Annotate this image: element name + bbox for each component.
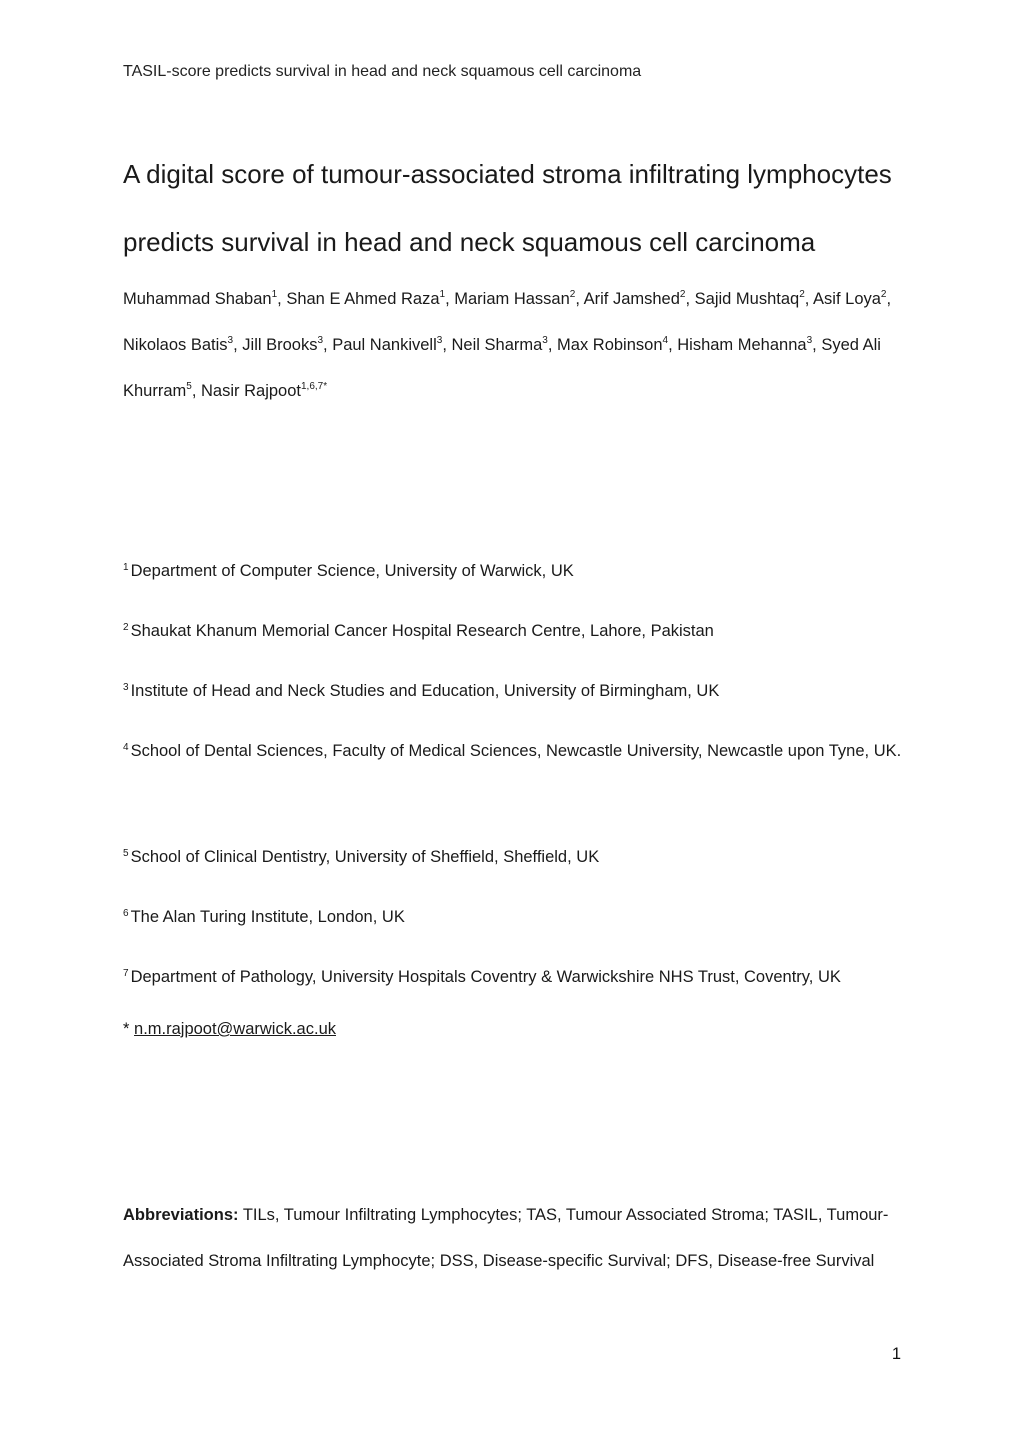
affiliation-number: 7 xyxy=(123,967,129,979)
affiliation-item xyxy=(123,728,913,774)
affiliation-text: School of Dental Sciences, Faculty of Medical Sciences, Newcastle University, Newcastle upon Tyne, UK. xyxy=(130,742,902,760)
affiliation-number: 3 xyxy=(123,681,129,693)
author-name: Hisham Mehanna xyxy=(677,336,807,354)
author-separator: , xyxy=(804,290,814,308)
affiliation-number: 1 xyxy=(123,561,129,573)
author-affiliation-marker: 2 xyxy=(880,288,887,300)
affiliation-text: Department of Computer Science, University of Warwick, UK xyxy=(130,562,574,580)
abbreviations-label: Abbreviations: xyxy=(123,1206,239,1224)
author-separator: , xyxy=(445,290,455,308)
corresponding-marker: * xyxy=(123,1020,130,1038)
affiliation-text: Department of Pathology, University Hospitals Coventry & Warwickshire NHS Trust, Coventry, UK xyxy=(130,968,841,986)
author-affiliation-marker: 1 xyxy=(439,288,446,300)
affiliation-item xyxy=(123,608,913,654)
author-name: Paul Nankivell xyxy=(332,336,437,354)
author-name: Asif Loya xyxy=(813,290,881,308)
author-list xyxy=(123,276,913,414)
author-affiliation-marker: 3 xyxy=(317,334,324,346)
author-separator: , xyxy=(191,382,202,400)
author-separator: , xyxy=(886,290,892,308)
corresponding-email-link[interactable]: n.m.rajpoot@warwick.ac.uk xyxy=(134,1020,336,1038)
author-separator: , xyxy=(277,290,287,308)
affiliation-text: Shaukat Khanum Memorial Cancer Hospital Research Centre, Lahore, Pakistan xyxy=(130,622,714,640)
author-affiliation-marker: 3 xyxy=(806,334,813,346)
affiliation-number: 6 xyxy=(123,907,129,919)
author-separator: , xyxy=(233,336,243,354)
author-separator: , xyxy=(547,336,558,354)
affiliation-text: Institute of Head and Neck Studies and Education, University of Birmingham, UK xyxy=(130,682,720,700)
author-name: Jill Brooks xyxy=(242,336,318,354)
affiliation-item xyxy=(123,668,913,714)
author-name: Sajid Mushtaq xyxy=(694,290,800,308)
running-header: TASIL-score predicts survival in head and neck squamous cell carcinoma xyxy=(123,63,642,80)
affiliation-text: The Alan Turing Institute, London, UK xyxy=(130,908,405,926)
author-name: Muhammad Shaban xyxy=(123,290,272,308)
author-affiliation-marker: 1,6,7* xyxy=(300,380,328,392)
author-name: Shan E Ahmed Raza xyxy=(286,290,440,308)
affiliation-item xyxy=(123,548,913,594)
abbreviations-text: TILs, Tumour Infiltrating Lymphocytes; TAS, Tumour Associated Stroma; TASIL, Tumour-Associated Stroma Infiltrating Lymphocyte; DSS, Disease-specific Survival; DFS, Disease-free Survival xyxy=(123,1206,889,1270)
page-number: 1 xyxy=(891,1345,901,1363)
author-affiliation-marker: 3 xyxy=(436,334,443,346)
author-separator: , xyxy=(323,336,333,354)
author-affiliation-marker: 2 xyxy=(799,288,805,300)
author-affiliation-marker: 1 xyxy=(271,288,278,300)
author-separator: , xyxy=(685,290,695,308)
author-name: Arif Jamshed xyxy=(583,290,680,308)
author-affiliation-marker: 4 xyxy=(662,334,669,346)
author-affiliation-marker: 2 xyxy=(679,288,686,300)
author-separator: , xyxy=(668,336,678,354)
affiliation-item xyxy=(123,954,913,1000)
paper-title: A digital score of tumour-associated stroma infiltrating lymphocytes predicts survival in head and neck squamous cell carcinoma xyxy=(123,159,892,257)
author-name: Neil Sharma xyxy=(451,336,543,354)
author-separator: , xyxy=(442,336,452,354)
author-name: Mariam Hassan xyxy=(454,290,570,308)
corresponding-author xyxy=(123,1014,336,1044)
author-separator: , xyxy=(575,290,584,308)
author-affiliation-marker: 2 xyxy=(569,288,576,300)
author-affiliation-marker: 3 xyxy=(542,334,548,346)
affiliation-number: 4 xyxy=(123,741,129,753)
affiliation-text: School of Clinical Dentistry, University of Sheffield, Sheffield, UK xyxy=(130,848,600,866)
affiliation-item xyxy=(123,834,913,880)
author-name: Nasir Rajpoot xyxy=(201,382,301,400)
author-affiliation-marker: 5 xyxy=(186,380,192,392)
author-name: Max Robinson xyxy=(557,336,663,354)
author-name: Syed Ali Khurram xyxy=(123,336,881,400)
affiliation-item xyxy=(123,894,913,940)
author-affiliation-marker: 3 xyxy=(227,334,234,346)
author-separator: , xyxy=(812,336,822,354)
affiliation-number: 5 xyxy=(123,847,129,859)
author-name: Nikolaos Batis xyxy=(123,336,228,354)
abbreviations-paragraph xyxy=(123,1192,913,1284)
affiliation-number: 2 xyxy=(123,621,129,633)
